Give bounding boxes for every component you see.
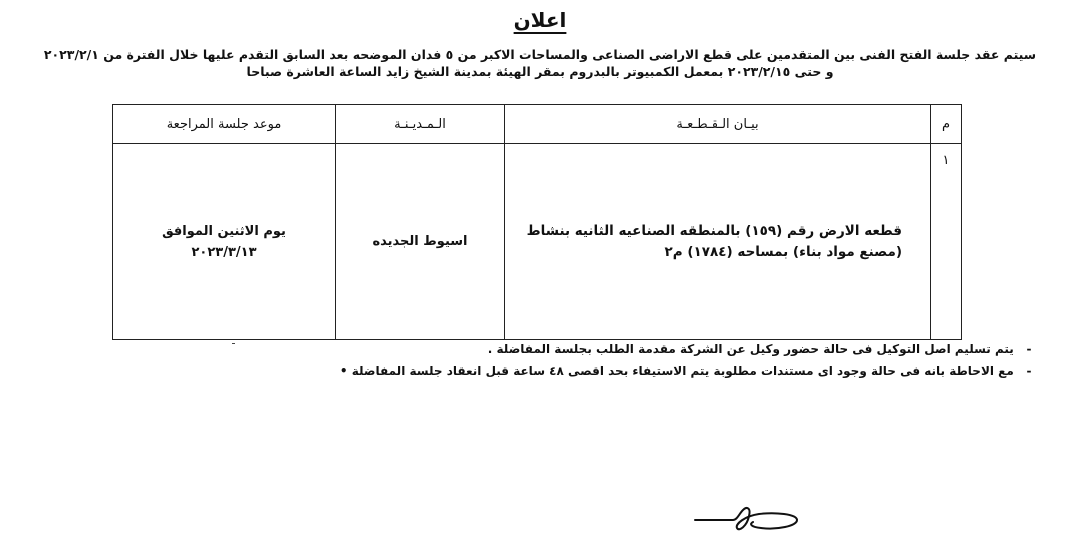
plots-table bbox=[112, 104, 962, 340]
header-num: م bbox=[931, 105, 962, 144]
announcement-title: اعلان bbox=[513, 8, 567, 32]
note-text: يتم تسليم اصل التوكيل فى حالة حضور وكيل عن الشركة مقدمة الطلب بجلسة المفاضلة . bbox=[487, 342, 1014, 356]
note-text: مع الاحاطة بانه فى حالة وجود اى مستندات مطلوبة يتم الاستيفاء بحد اقصى ٤٨ ساعة قبل انعقاد جلسة المفاضلة • bbox=[339, 364, 1014, 378]
session-line-1: يوم الاثنين الموافق bbox=[162, 223, 286, 239]
header-city: الـمـديـنـة bbox=[336, 105, 505, 144]
session-line-2: ٢٠٢٣/٣/١٣ bbox=[191, 244, 257, 260]
plot-line-1: قطعه الارض رقم (١٥٩) بالمنطقه الصناعيه الثانيه بنشاط bbox=[526, 222, 902, 239]
table-row bbox=[113, 144, 962, 340]
intro-line-1: سيتم عقد جلسة الفتح الفنى بين المتقدمين على قطع الاراضى الصناعى والمساحات الاكبر من ٥ فدان الموضحه بعد السابق التقدم عليها خلال الفترة من ٢٠٢٣/٢/١ bbox=[43, 47, 1037, 62]
row-plot bbox=[505, 144, 931, 340]
announcement-intro bbox=[8, 46, 1072, 80]
note-bullet: - bbox=[1026, 364, 1032, 378]
handwritten-signature bbox=[693, 500, 803, 540]
intro-line-2: و حتى ٢٠٢٣/٢/١٥ بمعمل الكمبيوتر بالبدروم بمقر الهيئة بمدينة الشيخ زايد الساعة العاشرة صباحا bbox=[246, 64, 834, 79]
plot-line-2: (مصنع مواد بناء) بمساحه (١٧٨٤) م٢ bbox=[664, 243, 902, 260]
note-item bbox=[140, 338, 1040, 360]
note-bullet: - bbox=[1026, 342, 1032, 356]
table-header-row bbox=[113, 105, 962, 144]
row-city: اسيوط الجديده bbox=[336, 144, 505, 340]
row-session bbox=[113, 144, 336, 340]
header-plot: بيـان الـقـطـعـة bbox=[505, 105, 931, 144]
header-session: موعد جلسة المراجعة bbox=[113, 105, 336, 144]
notes-list bbox=[140, 338, 1040, 382]
row-num: ١ bbox=[931, 144, 962, 340]
note-item bbox=[140, 360, 1040, 382]
